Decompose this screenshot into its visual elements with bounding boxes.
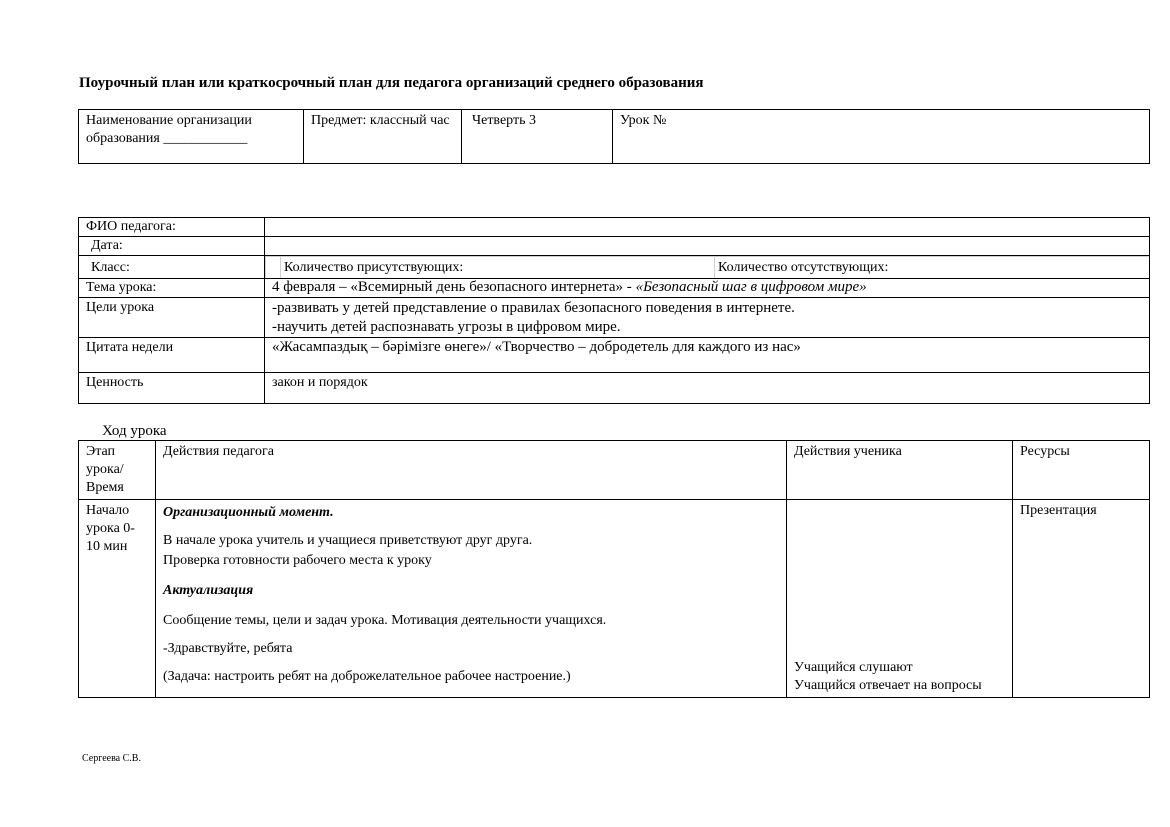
value-value: закон и порядок [265, 373, 1150, 404]
greeting-text: В начале урока учитель и учащиеся приветствуют друг друга. [163, 533, 533, 548]
topic-value: 4 февраля – «Всемирный день безопасного интернета» - «Безопасный шаг в цифровом мире» [265, 279, 1150, 298]
teacher-actions-header: Действия педагога [156, 441, 787, 500]
student-action-1: Учащийся слушают [794, 660, 913, 675]
teacher-label: ФИО педагога: [79, 218, 265, 237]
lesson-flow-title: Ход урока [102, 423, 167, 439]
teacher-actions-cell [156, 500, 787, 698]
student-actions-header: Действия ученика [787, 441, 1013, 500]
task-text: (Задача: настроить ребят на доброжелательное рабочее настроение.) [163, 669, 571, 684]
stage-header: Этап урока/ Время [79, 441, 156, 500]
quote-label: Цитата недели [79, 338, 265, 373]
date-value [265, 237, 1150, 256]
subject-cell: Предмет: классный час [304, 110, 462, 164]
teacher-value [265, 218, 1150, 237]
present-count-label: Количество присутствующих: [280, 256, 714, 278]
value-label: Ценность [79, 373, 265, 404]
quarter-cell: Четверть 3 [462, 110, 613, 164]
hello-text: -Здравствуйте, ребята [163, 641, 293, 656]
resources-header: Ресурсы [1013, 441, 1150, 500]
stage-cell: Начало урока 0-10 мин [79, 500, 156, 698]
absent-count-label: Количество отсутствующих: [714, 256, 1149, 278]
info-table [78, 217, 1150, 404]
goal-2: -научить детей распознавать угрозы в цифровом мире. [272, 319, 621, 335]
class-label: Класс: [79, 256, 265, 279]
motivation-text: Сообщение темы, цели и задач урока. Мотивация деятельности учащихся. [163, 613, 607, 628]
attendance-cell [265, 256, 1150, 279]
lesson-number-cell: Урок № [613, 110, 1150, 164]
goals-label: Цели урока [79, 298, 265, 338]
footer-author: Сергеева С.В. [82, 753, 141, 764]
actualization-heading: Актуализация [163, 583, 254, 598]
date-label: Дата: [79, 237, 265, 256]
student-action-2: Учащийся отвечает на вопросы [794, 678, 982, 693]
lesson-flow-table [78, 440, 1150, 698]
header-table [78, 109, 1150, 164]
org-cell: Наименование организации образования ____________ [79, 110, 304, 164]
student-actions-cell [787, 500, 1013, 698]
topic-label: Тема урока: [79, 279, 265, 298]
quote-value: «Жасампаздық – бәрімізге өнеге»/ «Творчество – добродетель для каждого из нас» [265, 338, 1150, 373]
check-text: Проверка готовности рабочего места к уроку [163, 553, 432, 568]
goal-1: -развивать у детей представление о правилах безопасного поведения в интернете. [272, 300, 795, 316]
goals-value [265, 298, 1150, 338]
org-moment-heading: Организационный момент. [163, 505, 334, 520]
resources-cell: Презентация [1013, 500, 1150, 698]
page-title: Поурочный план или краткосрочный план для педагога организаций среднего образования [79, 75, 704, 91]
